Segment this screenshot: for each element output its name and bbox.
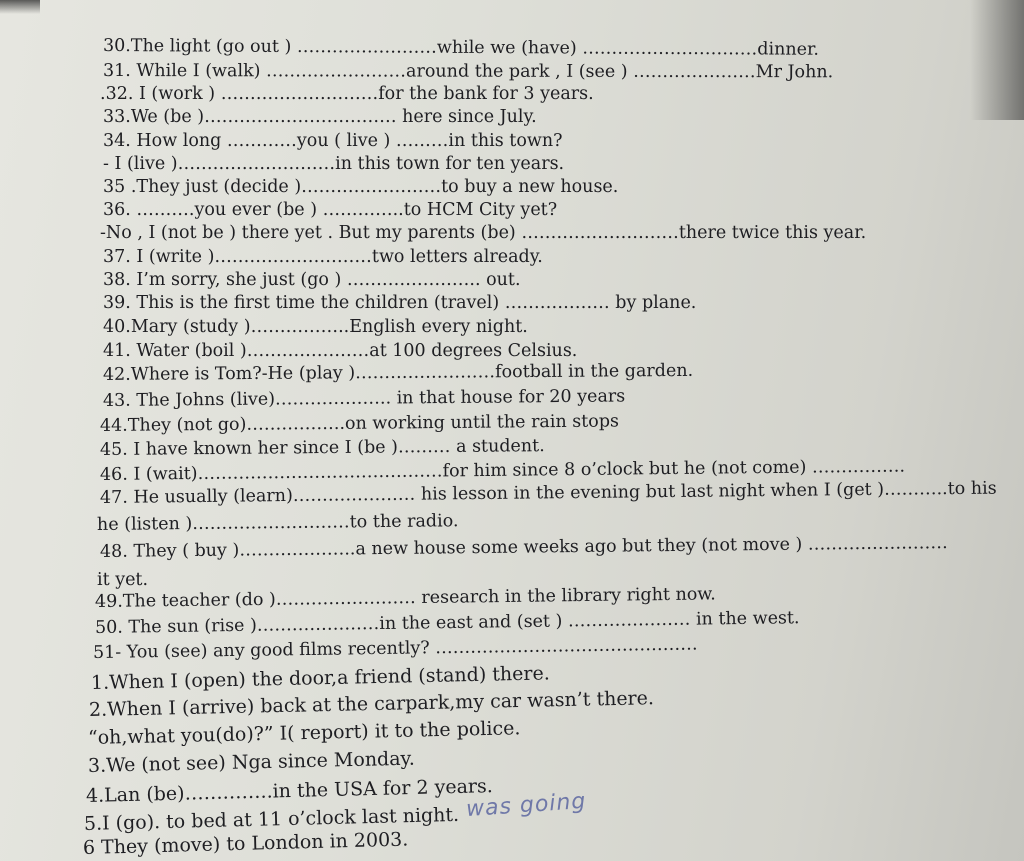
exercise-line-36: 36. ……….you ever (be ) …………..to HCM City yet? [103, 200, 558, 220]
exercise-line-b4: 4.Lan (be)…………..in the USA for 2 years. [85, 775, 494, 807]
exercise-line-30: 30.The light (go out ) ……………………while we (have) …………………………dinner. [102, 36, 820, 60]
exercise-line-44: 44.They (not go)……………..on working until the rain stops [99, 411, 620, 436]
corner-shadow [970, 0, 1024, 120]
handwritten-answer: was going [465, 788, 588, 823]
exercise-line-41: 41. Water (boil )…………………at 100 degrees Celsius. [103, 341, 578, 361]
exercise-line-32: .32. I (work ) ………………………for the bank for 3 years. [100, 84, 594, 104]
exercise-line-50: 50. The sun (rise )…………………in the east and (set ) ………………… in the west. [94, 608, 800, 638]
exercise-line-34: 34. How long …………you ( live ) ………in this town? [103, 131, 563, 151]
exercise-line-36-answer: -No , I (not be ) there yet . But my parents (be) ………………………there twice this year. [100, 223, 867, 243]
paper-edge-shadow [0, 0, 40, 14]
exercise-line-b3: 3.We (not see) Nga since Monday. [87, 747, 416, 777]
exercise-line-48-cont: it yet. [97, 570, 149, 590]
exercise-line-46: 46. I (wait)……………………………………for him since 8 o’clock but he (not come) ……………. [99, 456, 906, 485]
exercise-line-b6: 6 They (move) to London in 2003. [82, 828, 409, 859]
exercise-line-45: 45. I have known her since I (be )……… a student. [99, 436, 545, 460]
exercise-line-48: 48. They ( buy )………………..a new house some weeks ago but they (not move ) …………………… [99, 533, 948, 562]
exercise-line-33: 33.We (be )…………………………… here since July. [103, 107, 537, 127]
exercise-line-b2: 2.When I (arrive) back at the carpark,my car wasn’t there. [88, 687, 655, 721]
exercise-line-49: 49.The teacher (do )…………………… research in the library right now. [94, 584, 716, 612]
exercise-line-42: 42.Where is Tom?-He (play )……………………football in the garden. [102, 360, 694, 385]
exercise-line-35: 35 .They just (decide )……………………to buy a new house. [103, 177, 619, 197]
exercise-line-37: 37. I (write )………………………two letters already. [103, 247, 543, 267]
exercise-line-39: 39. This is the first time the children (travel) ……………… by plane. [103, 293, 697, 313]
exercise-line-b1: 1.When I (open) the door,a friend (stand) there. [90, 662, 550, 694]
exercise-line-43: 43. The Johns (live)……………….. in that house for 20 years [102, 386, 626, 411]
exercise-line-47-cont: he (listen )………………………to the radio. [96, 511, 459, 535]
exercise-line-34-answer: - I (live )………………………in this town for ten years. [103, 154, 565, 174]
exercise-line-40: 40.Mary (study )……………..English every night. [103, 317, 528, 337]
exercise-line-38: 38. I’m sorry, she just (go ) ………………….. out. [103, 270, 521, 290]
exercise-line-b2-cont: “oh,what you(do)?” I( report) it to the police. [87, 717, 521, 749]
exercise-line-b5: 5.I (go). to bed at 11 o’clock last night. [83, 803, 460, 835]
exercise-line-47: 47. He usually (learn)………………… his lesson in the evening but last night when I (get )………..to his [99, 478, 997, 508]
exercise-line-51: 51- You (see) any good films recently? ……………………………………… [92, 634, 698, 663]
exercise-line-31: 31. While I (walk) ……………………around the park , I (see ) …………………Mr John. [102, 61, 834, 83]
